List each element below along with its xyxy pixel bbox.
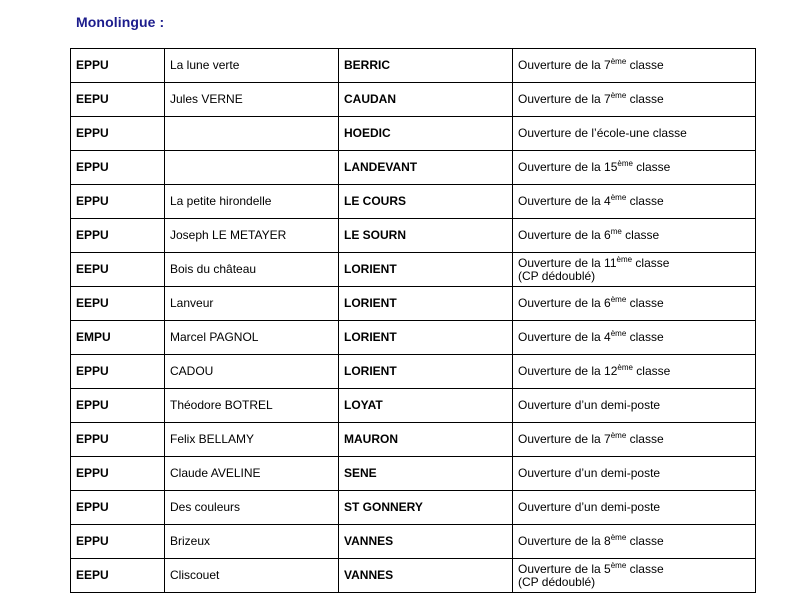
action-cell (513, 185, 756, 219)
action-main: Ouverture de la 15 (518, 160, 618, 174)
table-row (71, 287, 756, 321)
action-main: Ouverture de la 6 (518, 228, 611, 242)
table-row (71, 355, 756, 389)
school-name-cell: Brizeux (165, 525, 339, 559)
school-name-cell: Bois du château (165, 253, 339, 287)
school-type-cell: EPPU (71, 151, 165, 185)
table-row (71, 389, 756, 423)
city-cell: LORIENT (339, 253, 513, 287)
school-type-cell: EPPU (71, 355, 165, 389)
action-text (518, 161, 755, 174)
action-cell (513, 423, 756, 457)
action-suffix: classe (632, 255, 670, 270)
school-name-cell: La lune verte (165, 49, 339, 83)
action-cell (513, 219, 756, 253)
action-main: Ouverture de la 12 (518, 364, 618, 378)
action-suffix: classe (626, 296, 664, 310)
table-row (71, 559, 756, 593)
action-text (518, 365, 755, 378)
action-suffix: classe (621, 228, 660, 242)
city-cell: HOEDIC (339, 117, 513, 151)
table-row (71, 49, 756, 83)
school-name-cell: Des couleurs (165, 491, 339, 525)
table-row (71, 491, 756, 525)
action-cell (513, 355, 756, 389)
action-main: Ouverture de la 7 (518, 432, 611, 446)
school-type-cell: EPPU (71, 457, 165, 491)
school-name-cell: Théodore BOTREL (165, 389, 339, 423)
action-cell (513, 525, 756, 559)
action-cell (513, 287, 756, 321)
action-cell (513, 151, 756, 185)
city-cell: BERRIC (339, 49, 513, 83)
city-cell: LOYAT (339, 389, 513, 423)
school-name-cell: Jules VERNE (165, 83, 339, 117)
action-text (518, 297, 755, 310)
city-cell: LORIENT (339, 355, 513, 389)
table-row (71, 423, 756, 457)
school-name-cell: Felix BELLAMY (165, 423, 339, 457)
action-cell (513, 117, 756, 151)
action-suffix: classe (626, 432, 664, 446)
action-suffix: classe (632, 364, 671, 378)
school-name-cell (165, 151, 339, 185)
ordinal-suffix: ème (617, 159, 633, 168)
action-main: Ouverture de la 7 (518, 58, 611, 72)
action-main: Ouverture de la 8 (518, 534, 611, 548)
action-cell (513, 253, 756, 287)
school-name-cell: Marcel PAGNOL (165, 321, 339, 355)
school-type-cell: EPPU (71, 117, 165, 151)
city-cell: CAUDAN (339, 83, 513, 117)
action-note: (CP dédoublé) (518, 268, 596, 283)
action-text (518, 229, 755, 242)
schools-table (70, 48, 756, 593)
city-cell: ST GONNERY (339, 491, 513, 525)
action-text (518, 399, 755, 412)
city-cell: LE COURS (339, 185, 513, 219)
action-text (518, 93, 755, 106)
action-main: Ouverture d’un demi-poste (518, 466, 661, 480)
action-text (518, 195, 755, 208)
action-text (518, 433, 755, 446)
table-row (71, 151, 756, 185)
action-cell (513, 83, 756, 117)
school-name-cell (165, 117, 339, 151)
ordinal-suffix: ème (617, 363, 633, 372)
ordinal-suffix: ème (610, 193, 627, 202)
ordinal-suffix: ème (610, 91, 627, 100)
ordinal-suffix: ème (610, 295, 627, 304)
ordinal-suffix: ème (610, 533, 627, 542)
ordinal-suffix: ème (610, 57, 627, 66)
table-row (71, 457, 756, 491)
table-row (71, 185, 756, 219)
section-title: Monolingue : (76, 14, 165, 30)
city-cell: LORIENT (339, 287, 513, 321)
city-cell: SENE (339, 457, 513, 491)
action-main: Ouverture de l’école-une classe (518, 126, 687, 140)
ordinal-suffix: ème (610, 329, 627, 338)
table-row (71, 219, 756, 253)
ordinal-suffix: ème (610, 431, 627, 440)
action-cell (513, 389, 756, 423)
action-cell (513, 49, 756, 83)
action-text (518, 331, 755, 344)
school-type-cell: EPPU (71, 491, 165, 525)
city-cell: VANNES (339, 559, 513, 593)
school-type-cell: EEPU (71, 83, 165, 117)
city-cell: MAURON (339, 423, 513, 457)
action-cell (513, 457, 756, 491)
action-main: Ouverture de la 5 (518, 561, 611, 576)
action-main: Ouverture de la 11 (518, 255, 617, 270)
action-main: Ouverture de la 6 (518, 296, 611, 310)
city-cell: VANNES (339, 525, 513, 559)
school-type-cell: EMPU (71, 321, 165, 355)
action-text (518, 127, 755, 140)
table-body (71, 49, 756, 593)
action-main: Ouverture de la 7 (518, 92, 611, 106)
action-main: Ouverture de la 4 (518, 194, 611, 208)
city-cell: LANDEVANT (339, 151, 513, 185)
action-suffix: classe (632, 160, 671, 174)
city-cell: LE SOURN (339, 219, 513, 253)
school-type-cell: EPPU (71, 389, 165, 423)
school-type-cell: EPPU (71, 219, 165, 253)
action-suffix: classe (626, 330, 664, 344)
school-type-cell: EPPU (71, 423, 165, 457)
school-name-cell: Joseph LE METAYER (165, 219, 339, 253)
table-row (71, 525, 756, 559)
city-cell: LORIENT (339, 321, 513, 355)
action-main: Ouverture d’un demi-poste (518, 500, 661, 514)
table-row (71, 253, 756, 287)
school-type-cell: EPPU (71, 49, 165, 83)
school-type-cell: EPPU (71, 185, 165, 219)
action-text (518, 501, 755, 514)
school-name-cell: La petite hirondelle (165, 185, 339, 219)
school-type-cell: EEPU (71, 253, 165, 287)
action-note: (CP dédoublé) (518, 574, 596, 589)
action-text (518, 467, 755, 480)
action-suffix: classe (626, 534, 664, 548)
action-suffix: classe (626, 194, 664, 208)
ordinal-suffix: me (610, 227, 622, 236)
ordinal-suffix: ème (610, 560, 627, 570)
school-type-cell: EPPU (71, 525, 165, 559)
action-text (518, 59, 755, 72)
school-name-cell: Claude AVELINE (165, 457, 339, 491)
ordinal-suffix: ème (616, 254, 633, 264)
table-row (71, 321, 756, 355)
action-cell (513, 491, 756, 525)
action-suffix: classe (626, 561, 664, 576)
school-type-cell: EEPU (71, 559, 165, 593)
table-row (71, 117, 756, 151)
action-cell (513, 321, 756, 355)
school-type-cell: EEPU (71, 287, 165, 321)
action-main: Ouverture d’un demi-poste (518, 398, 661, 412)
action-text (518, 254, 755, 270)
table-row (71, 83, 756, 117)
action-suffix: classe (626, 92, 664, 106)
action-main: Ouverture de la 4 (518, 330, 611, 344)
action-text (518, 535, 755, 548)
action-cell (513, 559, 756, 593)
school-name-cell: CADOU (165, 355, 339, 389)
action-text (518, 560, 755, 576)
action-suffix: classe (626, 58, 664, 72)
school-name-cell: Cliscouet (165, 559, 339, 593)
school-name-cell: Lanveur (165, 287, 339, 321)
